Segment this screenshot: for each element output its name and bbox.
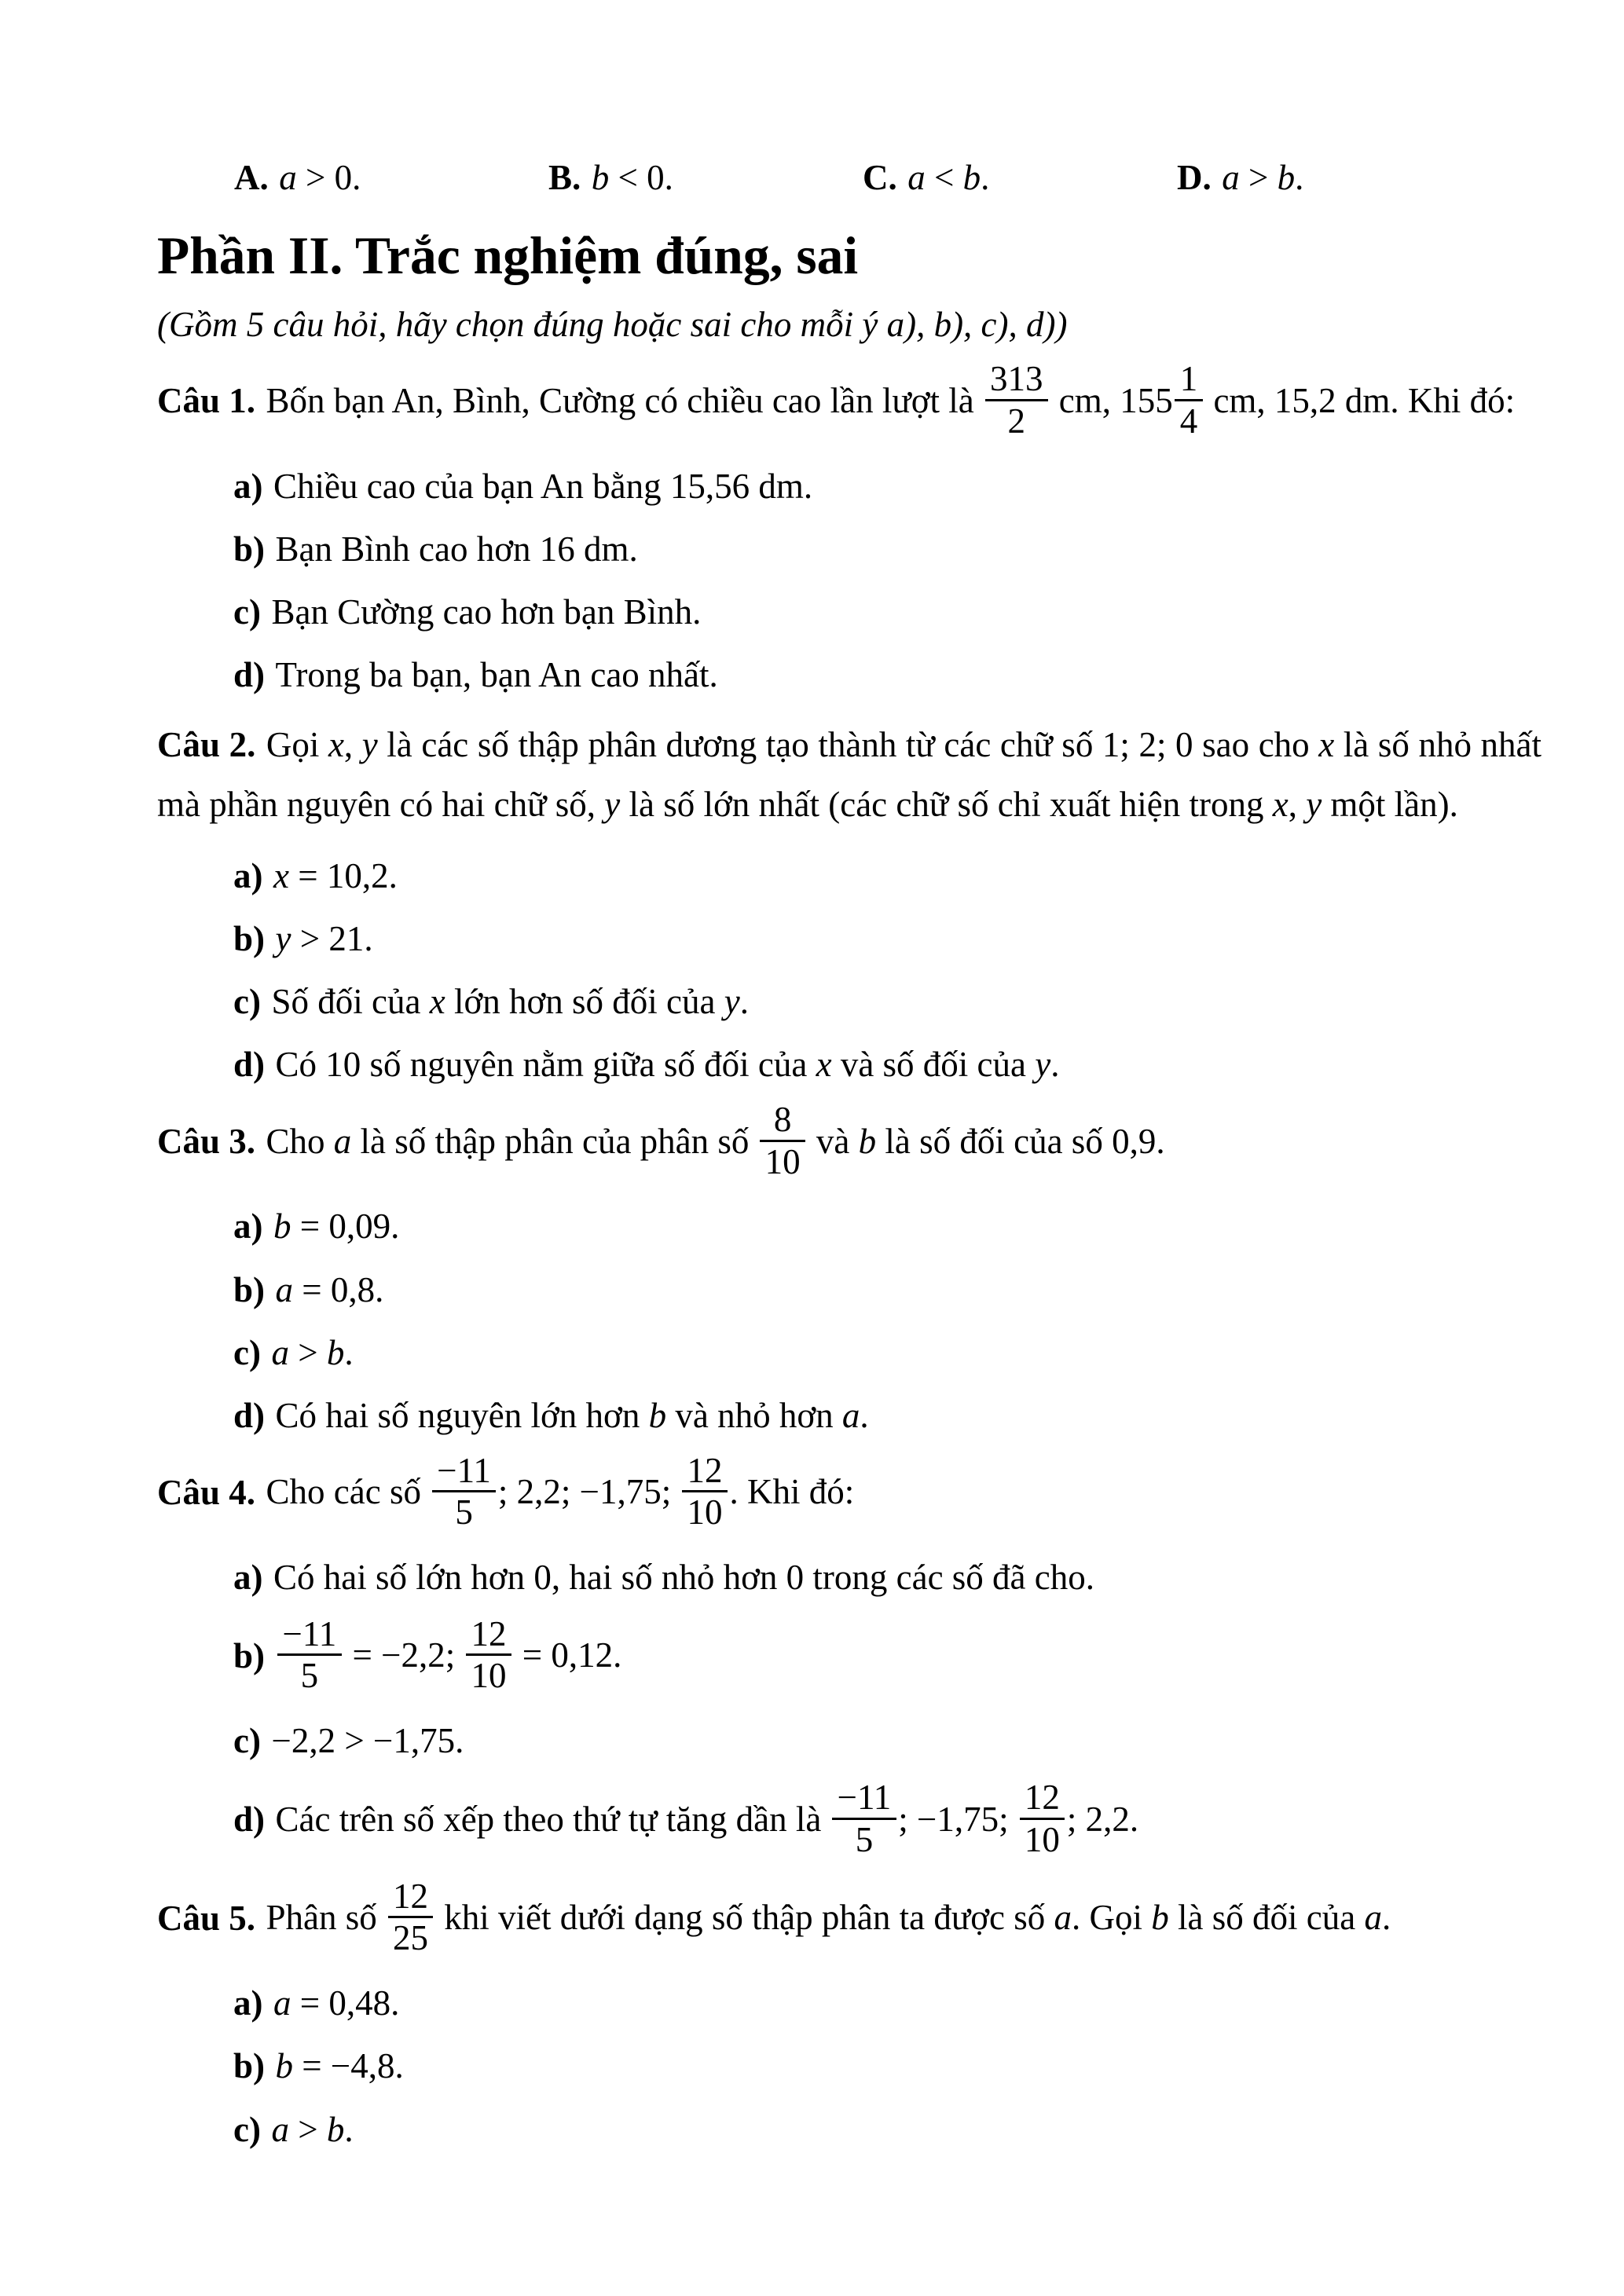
text-run: = −4,8. [293, 2046, 404, 2086]
option-label: B. [548, 158, 581, 197]
item-label: b) [233, 1269, 266, 1309]
math-variable: a [273, 1983, 291, 2023]
math-variable: a [841, 1396, 860, 1436]
text-run: = −2,2; [343, 1635, 464, 1675]
math-variable: b [1277, 158, 1296, 197]
question-stem [157, 1451, 1542, 1536]
fraction-numerator: 12 [393, 1876, 429, 1916]
question-stem [157, 715, 1542, 835]
question-item [157, 1614, 1542, 1700]
math-variable: a [275, 1269, 294, 1309]
text-run: lớn hơn số đối của [445, 982, 724, 1022]
section-note: (Gồm 5 câu hỏi, hãy chọn đúng hoặc sai cho mỗi ý a), b), c), d)) [157, 304, 1068, 344]
question-item [157, 2107, 1542, 2151]
item-label: a) [233, 466, 263, 506]
item-label: b) [233, 1635, 266, 1675]
fraction-numerator: 12 [471, 1614, 507, 1654]
fraction-denominator: 25 [388, 1916, 434, 1957]
text-run: < 0. [609, 158, 673, 197]
text-run: Số đối của [271, 982, 430, 1022]
text-run: , [1288, 785, 1307, 825]
math-variable: a [279, 158, 297, 197]
text-run: Các trên số xếp theo thứ tự tăng dần là [275, 1799, 830, 1839]
text-run: là số thập phân của phân số [351, 1121, 758, 1161]
text-run: là số đối của số 0,9. [876, 1121, 1165, 1161]
question-item [157, 1555, 1542, 1599]
math-variable: x [1272, 785, 1289, 825]
item-label: d) [233, 655, 266, 695]
option-label: A. [234, 158, 269, 197]
text-run: Chiều cao của bạn An bằng 15,56 dm. [273, 466, 813, 506]
math-variable: b [273, 1207, 291, 1247]
math-variable: b [1151, 1898, 1169, 1938]
text-run: là các số thập phân dương tạo thành từ các chữ số 1; 2; 0 sao cho [377, 724, 1319, 764]
text-run: và [807, 1121, 859, 1161]
math-variable: a [1364, 1898, 1382, 1938]
text-run: Có hai số nguyên lớn hơn [275, 1396, 649, 1436]
fraction-denominator: 10 [1020, 1818, 1065, 1859]
math-variable: b [326, 2109, 345, 2149]
questions-container [157, 359, 1542, 2151]
fraction-numerator: 12 [1024, 1778, 1060, 1818]
text-run: Cho các số [266, 1472, 431, 1512]
item-label: d) [233, 1396, 266, 1436]
math-variable: x [1318, 724, 1335, 764]
option-label: D. [1177, 158, 1212, 197]
question-label: Câu 5. [157, 1898, 256, 1938]
fraction-denominator: 5 [832, 1818, 896, 1859]
text-run: . [860, 1396, 869, 1436]
text-run: Phân số [266, 1898, 387, 1938]
fraction [1017, 1778, 1067, 1859]
fraction [758, 1100, 808, 1181]
question-item [157, 464, 1542, 508]
question-item [157, 1331, 1542, 1375]
fraction-numerator: 12 [687, 1451, 723, 1491]
text-run: và nhỏ hơn [666, 1396, 842, 1436]
item-label: b) [233, 529, 266, 569]
text-run: . Khi đó: [729, 1472, 855, 1512]
math-variable: a [1222, 158, 1240, 197]
question-label: Câu 2. [157, 724, 256, 764]
answer-option [863, 156, 1177, 200]
math-variable: x [816, 1045, 832, 1085]
math-variable: a [1054, 1898, 1072, 1938]
fraction-numerator: 8 [773, 1100, 792, 1140]
fraction [464, 1614, 513, 1696]
text-run: = 10,2. [288, 855, 398, 895]
answer-option [234, 156, 548, 200]
text-run: ; 2,2; −1,75; [497, 1472, 680, 1512]
text-run: Gọi [266, 724, 328, 764]
text-run: Bạn Cường cao hơn bạn Bình. [271, 592, 702, 632]
question-item [157, 1393, 1542, 1437]
fraction [1173, 359, 1204, 441]
text-run: là số lớn nhất (các chữ số chỉ xuất hiện trong [620, 785, 1273, 825]
question-stem [157, 359, 1542, 445]
question-stem [157, 1100, 1542, 1186]
math-variable: y [361, 724, 378, 764]
math-variable: a [271, 1332, 289, 1372]
question-item [157, 1268, 1542, 1312]
text-run: . Gọi [1072, 1898, 1152, 1938]
text-run: . [1295, 158, 1304, 197]
item-label: a) [233, 855, 263, 895]
option-label: C. [863, 158, 897, 197]
math-variable: x [328, 724, 344, 764]
question-stem [157, 1876, 1542, 1962]
text-run: . [344, 2109, 354, 2149]
fraction-numerator: −11 [282, 1614, 337, 1654]
question-item [157, 1042, 1542, 1086]
fraction-denominator: 2 [985, 399, 1048, 441]
question-item [157, 590, 1542, 634]
math-variable: b [962, 158, 981, 197]
question-block [157, 1451, 1542, 1863]
fraction-numerator: −11 [837, 1778, 892, 1818]
math-variable: y [1035, 1045, 1051, 1085]
text-run: Bốn bạn An, Bình, Cường có chiều cao lần lượt là [266, 381, 984, 421]
item-label: c) [233, 2109, 261, 2149]
item-label: c) [233, 982, 261, 1022]
text-run: = 0,09. [291, 1207, 400, 1247]
math-variable: b [275, 2046, 294, 2086]
text-run: là số nhỏ nhất mà phần nguyên có hai chữ số, [157, 724, 1542, 825]
fraction-denominator: 5 [432, 1490, 496, 1532]
text-run: khi viết dưới dạng số thập phân ta được số [435, 1898, 1054, 1938]
math-variable: y [724, 982, 740, 1022]
math-variable: a [907, 158, 926, 197]
item-label: c) [233, 1721, 261, 1761]
item-label: c) [233, 1332, 261, 1372]
fraction [276, 1614, 344, 1696]
text-run: = 0,8. [293, 1269, 384, 1309]
item-label: b) [233, 2046, 266, 2086]
question-item [157, 1719, 1542, 1763]
question-item [157, 1981, 1542, 2025]
text-run: Bạn Bình cao hơn 16 dm. [275, 529, 638, 569]
question-block [157, 715, 1542, 1087]
item-label: a) [233, 1983, 263, 2023]
fraction [386, 1877, 435, 1958]
answer-options-row [157, 156, 1542, 200]
text-run: Cho [266, 1121, 334, 1161]
answer-option [1177, 156, 1303, 200]
fraction [430, 1451, 498, 1532]
text-run: và số đối của [831, 1045, 1036, 1085]
fraction-numerator: 313 [990, 359, 1043, 399]
text-run: > 21. [291, 918, 373, 958]
text-run: Có hai số lớn hơn 0, hai số nhỏ hơn 0 trong các số đã cho. [273, 1558, 1094, 1598]
text-run: > [288, 1332, 327, 1372]
item-label: a) [233, 1558, 263, 1598]
text-run: . [344, 1332, 354, 1372]
math-variable: y [604, 785, 621, 825]
question-label: Câu 1. [157, 381, 256, 421]
section-heading: Phần II. Trắc nghiệm đúng, sai [157, 226, 859, 286]
text-run: . [1381, 1898, 1391, 1938]
item-label: a) [233, 1207, 263, 1247]
text-run: cm, 15,2 dm. Khi đó: [1204, 381, 1516, 421]
fraction-denominator: 10 [760, 1140, 805, 1181]
text-run: . [1050, 1045, 1060, 1085]
math-variable: a [333, 1121, 352, 1161]
text-run: = 0,48. [291, 1983, 400, 2023]
answer-option [548, 156, 863, 200]
fraction [680, 1451, 730, 1532]
question-block [157, 1100, 1542, 1438]
text-run: > [1239, 158, 1278, 197]
question-block [157, 359, 1542, 698]
text-run: cm, 155 [1050, 381, 1173, 421]
text-run: < [925, 158, 963, 197]
item-label: d) [233, 1799, 266, 1839]
question-item [157, 1778, 1542, 1864]
math-variable: a [271, 2109, 289, 2149]
text-run: ; −1,75; [898, 1799, 1017, 1839]
item-label: d) [233, 1045, 266, 1085]
item-label: c) [233, 592, 261, 632]
math-variable: x [273, 855, 289, 895]
question-item [157, 917, 1542, 961]
question-item [157, 653, 1542, 697]
item-label: b) [233, 918, 266, 958]
text-run: > [288, 2109, 327, 2149]
fraction-denominator: 4 [1175, 399, 1202, 441]
fraction-numerator: −11 [437, 1451, 491, 1491]
text-run: một lần). [1322, 785, 1458, 825]
question-item [157, 854, 1542, 898]
text-run: , [343, 724, 362, 764]
question-item [157, 980, 1542, 1023]
question-block [157, 1876, 1542, 2151]
question-item [157, 2044, 1542, 2088]
text-run: −2,2 > −1,75. [271, 1721, 464, 1761]
fraction-denominator: 10 [682, 1490, 728, 1532]
math-variable: y [1306, 785, 1322, 825]
fraction [830, 1778, 899, 1859]
fraction-numerator: 1 [1179, 359, 1198, 399]
text-run: Có 10 số nguyên nằm giữa số đối của [275, 1045, 816, 1085]
math-variable: x [429, 982, 445, 1022]
text-run: là số đối của [1168, 1898, 1365, 1938]
text-run: ; 2,2. [1066, 1799, 1139, 1839]
question-item [157, 1204, 1542, 1248]
math-variable: b [648, 1396, 667, 1436]
text-run: = 0,12. [513, 1635, 622, 1675]
math-variable: b [858, 1121, 877, 1161]
fraction-denominator: 5 [277, 1653, 341, 1695]
text-run: . [739, 982, 749, 1022]
fraction [983, 359, 1050, 441]
question-label: Câu 4. [157, 1472, 256, 1512]
question-label: Câu 3. [157, 1121, 256, 1161]
math-variable: y [275, 918, 291, 958]
question-item [157, 527, 1542, 571]
math-variable: b [326, 1332, 345, 1372]
text-run: > 0. [296, 158, 361, 197]
fraction-denominator: 10 [466, 1653, 511, 1695]
text-run: Trong ba bạn, bạn An cao nhất. [275, 655, 718, 695]
math-variable: b [591, 158, 610, 197]
text-run: . [981, 158, 990, 197]
